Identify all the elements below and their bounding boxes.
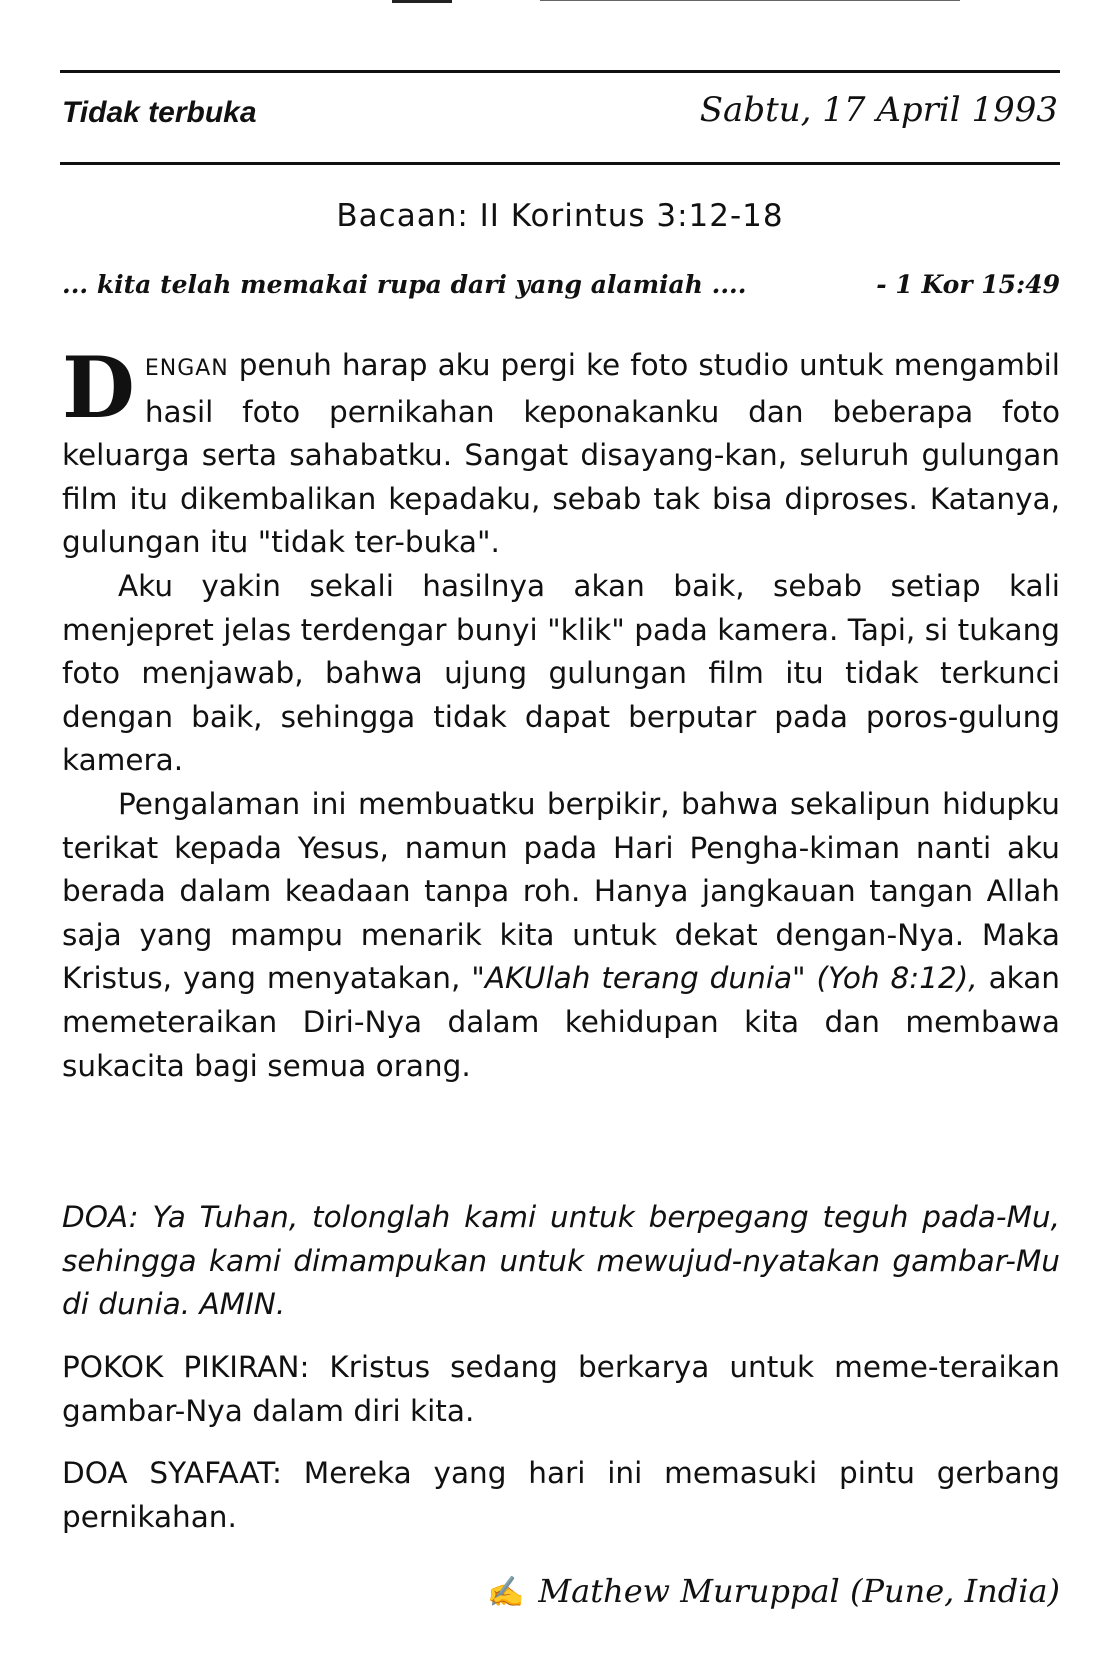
prayer-text: DOA: Ya Tuhan, tolonglah kami untuk berpegang teguh pada-Mu, sehingga kami dimampukan untuk mewujud-nyatakan gambar-Mu di dunia. AMIN. [62, 1200, 1060, 1322]
paragraph-2: Aku yakin sekali hasilnya akan baik, sebab setiap kali menjepret jelas terdengar bunyi "klik" pada kamera. Tapi, si tukang foto menjawab, bahwa ujung gulungan film itu tidak terkunci dengan baik, sehingga tidak dapat berputar pada poros-gulung kamera. [62, 568, 1060, 778]
main-thought [62, 1346, 1060, 1433]
devotion-date: Sabtu, 17 April 1993 [699, 90, 1058, 130]
smallcaps-lead: ENGAN [144, 356, 229, 381]
key-verse [62, 270, 1060, 299]
key-verse-text: ... kita telah memakai rupa dari yang alamiah .... [62, 270, 747, 299]
key-verse-reference: - 1 Kor 15:49 [876, 270, 1060, 299]
writing-hand-icon: ✍ [487, 1575, 525, 1610]
scan-artifact [540, 0, 960, 1]
author-name: Mathew Muruppal (Pune, India) [538, 1572, 1060, 1610]
scripture-quote: "AKUlah terang dunia" (Yoh 8:12), [471, 961, 978, 996]
paragraph-1-text: penuh harap aku pergi ke foto studio untuk mengambil hasil foto pernikahan keponakanku dan beberapa foto keluarga serta sahabatku. Sangat disayang-kan, seluruh gulungan film itu dikembalikan kepadaku, sebab tak bisa diproses. Katanya, gulungan itu "tidak ter-buka". [62, 348, 1060, 560]
devotion-body [62, 338, 1060, 1088]
paragraph-1 [62, 338, 1060, 565]
paragraph-3 [62, 783, 1060, 1088]
main-thought-text: POKOK PIKIRAN: Kristus sedang berkarya untuk meme-teraikan gambar-Nya dalam diri kita. [62, 1350, 1060, 1428]
drop-cap: D [62, 338, 135, 437]
prayer [62, 1196, 1060, 1327]
paragraph-3-before: Pengalaman ini membuatku berpikir, bahwa sekalipun hidupku terikat kepada Yesus, namun pada Hari Pengha-kiman nanti aku berada dalam keadaan tanpa roh. Hanya jangkauan tangan Allah saja yang mampu menarik kita untuk dekat dengan-Nya. Maka Kristus, yang menyatakan, [62, 786, 1060, 996]
author-signature [487, 1572, 1060, 1610]
header-top-rule [60, 70, 1060, 73]
page-header [62, 90, 1058, 150]
scripture-reading: Bacaan: II Korintus 3:12-18 [336, 198, 784, 234]
scan-artifact [392, 0, 452, 3]
header-bottom-rule [60, 162, 1060, 165]
intercession-text: DOA SYAFAAT: Mereka yang hari ini memasuki pintu gerbang pernikahan. [62, 1456, 1060, 1534]
intercession-prayer [62, 1452, 1060, 1539]
paragraph-3-after: akan memeteraikan Diri-Nya dalam kehidupan kita dan membawa sukacita bagi semua orang. [62, 961, 1060, 1083]
devotion-title: Tidak terbuka [62, 96, 257, 129]
